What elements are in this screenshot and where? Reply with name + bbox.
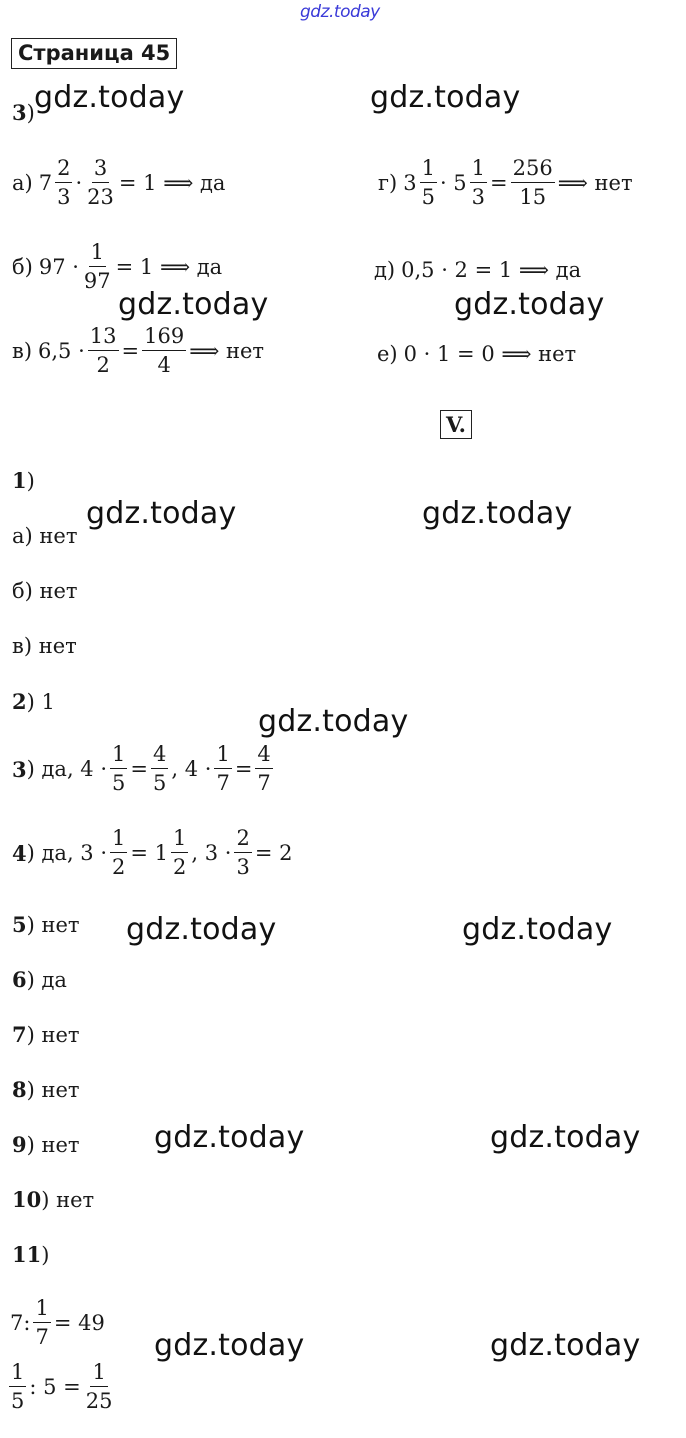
watermark: gdz.today [462, 912, 613, 947]
fraction: $\frac{1}{3}$ [471, 156, 486, 209]
item-11-eq-2: $\frac{1}{5}$ : 5 = $\frac{1}{25}$ [11, 1360, 113, 1413]
fraction: $\frac{1}{25}$ [85, 1360, 113, 1413]
section-3-heading: 3 ) [12, 100, 35, 125]
answer-e: е) 0 · 1 = 0 ⟹ нет [377, 342, 577, 366]
fraction: $\frac{1}{7}$ [35, 1296, 49, 1349]
watermark: gdz.today [34, 80, 185, 115]
site-logo[interactable]: gdz.today [300, 2, 380, 22]
watermark: gdz.today [86, 496, 237, 531]
fraction: $\frac{1}{2}$ [173, 826, 187, 879]
fraction: $\frac{4}{7}$ [257, 742, 271, 795]
watermark: gdz.today [370, 80, 521, 115]
item-1-b: б) нет [12, 579, 78, 603]
fraction: $\frac{2}{3}$ [57, 156, 71, 209]
item-11-eq-1: 7: $\frac{1}{7}$ = 49 [10, 1296, 105, 1349]
watermark: gdz.today [126, 912, 277, 947]
item-8: 8 ) нет [12, 1077, 80, 1102]
watermark: gdz.today [258, 704, 409, 739]
item-1-heading: 1 ) [12, 468, 35, 493]
fraction: $\frac{256}{15}$ [512, 156, 553, 209]
watermark: gdz.today [118, 287, 269, 322]
item-2: 2 ) 1 [12, 689, 55, 714]
watermark: gdz.today [422, 496, 573, 531]
page-title: Страница 45 [11, 38, 177, 69]
item-5: 5 ) нет [12, 912, 80, 937]
watermark: gdz.today [490, 1120, 641, 1155]
item-11-heading: 11 ) [12, 1242, 50, 1267]
watermark: gdz.today [154, 1328, 305, 1363]
fraction: $\frac{1}{7}$ [216, 742, 230, 795]
fraction: $\frac{1}{2}$ [112, 826, 126, 879]
watermark: gdz.today [490, 1328, 641, 1363]
item-number: 3 [12, 100, 27, 125]
item-4: 4 ) да, 3 · $\frac{1}{2}$ = 1 $\frac{1}{2}$ , 3 · $\frac{2}{3}$ = 2 [12, 826, 293, 879]
item-1-a: а) нет [12, 524, 78, 548]
watermark: gdz.today [154, 1120, 305, 1155]
fraction: $\frac{2}{3}$ [236, 826, 250, 879]
answer-d: д) 0,5 · 2 = 1 ⟹ да [374, 258, 582, 282]
fraction: $\frac{4}{5}$ [153, 742, 167, 795]
fraction: $\frac{1}{5}$ [11, 1360, 25, 1413]
answer-b: б) 97 · $\frac{1}{97}$ = 1 ⟹ да [12, 240, 223, 293]
answer-v: в) 6,5 · $\frac{13}{2}$ = $\frac{169}{4}$ ⟹ нет [12, 324, 265, 377]
fraction: $\frac{13}{2}$ [89, 324, 117, 377]
section-v-heading: V. [440, 410, 472, 439]
watermark: gdz.today [454, 287, 605, 322]
fraction: $\frac{169}{4}$ [144, 324, 185, 377]
item-1-v: в) нет [12, 634, 77, 658]
fraction: $\frac{1}{97}$ [83, 240, 111, 293]
fraction: $\frac{3}{23}$ [87, 156, 114, 209]
item-3: 3 ) да, 4 · $\frac{1}{5}$ = $\frac{4}{5}$ , 4 · $\frac{1}{7}$ = $\frac{4}{7}$ [12, 742, 271, 795]
fraction: $\frac{1}{5}$ [112, 742, 126, 795]
fraction: $\frac{1}{5}$ [421, 156, 435, 209]
item-9: 9 ) нет [12, 1132, 80, 1157]
item-10: 10 ) нет [12, 1187, 95, 1212]
answer-g: г) 3 $\frac{1}{5}$ · 5 $\frac{1}{3}$ = $\frac{256}{15}$ ⟹ нет [378, 156, 633, 209]
item-6: 6 ) да [12, 967, 67, 992]
answer-a: а) 7 $\frac{2}{3}$ · $\frac{3}{23}$ = 1 ⟹ да [12, 156, 226, 209]
item-7: 7 ) нет [12, 1022, 80, 1047]
